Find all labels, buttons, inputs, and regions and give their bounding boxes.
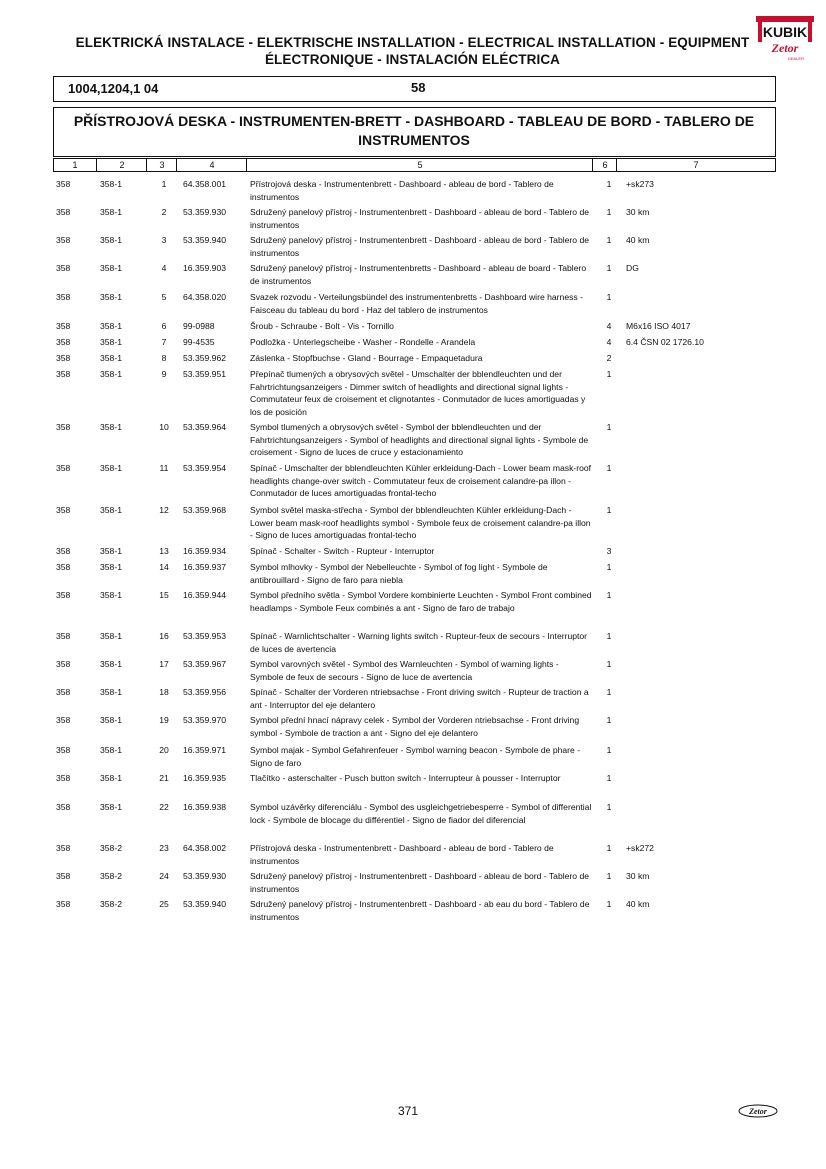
- cell-c5: Přístrojová deska - Instrumentenbrett - Dashboard - ableau de bord - Tablero de instrumentos: [250, 179, 554, 202]
- cell-c3: 18: [159, 687, 169, 697]
- cell-c3: 4: [161, 263, 167, 273]
- cell-c6: 1: [606, 292, 612, 302]
- cell-c2: 358-1: [100, 353, 122, 363]
- cell-c5: Sdružený panelový přístroj - Instrumentenbrett - Dashboard - ab eau du bord - Tablero de instrumentos: [250, 899, 590, 922]
- cell-c6: 1: [606, 773, 612, 783]
- cell-c1: 358: [56, 590, 71, 600]
- cell-c5: Symbol předního světla - Symbol Vordere kombinierte Leuchten - Symbol Front combined headlamps - Symbole Feux combinés a ant - Signo de faro de trabajo: [250, 590, 592, 613]
- dealer-text: DEALER: [787, 56, 805, 61]
- cell-c6: 1: [606, 369, 612, 379]
- cell-c2: 358-1: [100, 562, 122, 572]
- cell-c5: Symbol přední hnací nápravy celek - Symbol der Vorderen ntriebsachse - Front driving symbol - Symbole de traction a ant - Signo del eje delantero: [250, 715, 580, 738]
- cell-c4: 16.359.938: [183, 802, 227, 812]
- cell-c6: 1: [606, 179, 612, 189]
- cell-c1: 358: [56, 292, 71, 302]
- cell-c4: 53.359.953: [183, 631, 227, 641]
- cell-c4: 16.359.934: [183, 546, 227, 556]
- cell-c3: 25: [159, 899, 169, 909]
- cell-c6: 1: [606, 463, 612, 473]
- cell-c1: 358: [56, 505, 71, 515]
- section-header: [53, 107, 776, 157]
- cell-c7: 30 km: [626, 871, 650, 881]
- column-header-row: [53, 158, 776, 172]
- model-info-box: [53, 76, 776, 102]
- cell-c2: 358-1: [100, 590, 122, 600]
- cell-c3: 2: [161, 207, 167, 217]
- cell-c2: 358-1: [100, 687, 122, 697]
- cell-c5: Podložka - Unterlegscheibe - Washer - Rondelle - Arandela: [250, 337, 476, 347]
- cell-c5: Tlačítko - asterschalter - Pusch button switch - Interrupteur à pousser - Interruptor: [250, 773, 561, 783]
- cell-c2: 358-1: [100, 263, 122, 273]
- cell-c4: 53.359.967: [183, 659, 227, 669]
- cell-c2: 358-1: [100, 659, 122, 669]
- cell-c4: 99-4535: [183, 337, 215, 347]
- cell-c6: 2: [606, 353, 612, 363]
- cell-c4: 53.359.954: [183, 463, 227, 473]
- cell-c2: 358-2: [100, 843, 122, 853]
- cell-c4: 53.359.962: [183, 353, 227, 363]
- cell-c5: Symbol varovných světel - Symbol des Warnleuchten - Symbol of warning lights - Symbole de feux de secours - Signo de luce de avertencia: [250, 659, 559, 682]
- cell-c5: Symbol mlhovky - Symbol der Nebelleuchte - Symbol of fog light - Symbole de antibrouillard - Signo de faro para niebla: [250, 562, 548, 585]
- cell-c5: Spínač - Warnlichtschalter - Warning lights switch - Rupteur-feux de secours - Interruptor de luces de avertencia: [250, 631, 588, 654]
- cell-c1: 358: [56, 745, 71, 755]
- zetor-text: Zetor: [771, 41, 799, 55]
- column-header-1: 1: [72, 160, 78, 170]
- cell-c4: 53.359.956: [183, 687, 227, 697]
- cell-c7: DG: [626, 263, 639, 273]
- page-title: [40, 34, 785, 68]
- cell-c1: 358: [56, 715, 71, 725]
- cell-c6: 1: [606, 631, 612, 641]
- cell-c6: 1: [606, 562, 612, 572]
- cell-c1: 358: [56, 687, 71, 697]
- cell-c7: 30 km: [626, 207, 650, 217]
- cell-c1: 358: [56, 337, 71, 347]
- cell-c6: 1: [606, 422, 612, 432]
- cell-c1: 358: [56, 463, 71, 473]
- zetor-footer-logo: [738, 1104, 778, 1118]
- cell-c5: Svazek rozvodu - Verteilungsbündel des instrumentenbretts - Dashboard wire harness - Faisceau du tableau du bord - Haz del tablero de instrumentos: [250, 292, 583, 315]
- cell-c4: 99-0988: [183, 321, 215, 331]
- cell-c6: 1: [606, 802, 612, 812]
- cell-c2: 358-1: [100, 715, 122, 725]
- kubik-zetor-logo: [756, 16, 814, 62]
- cell-c1: 358: [56, 562, 71, 572]
- cell-c2: 358-2: [100, 899, 122, 909]
- cell-c3: 6: [161, 321, 167, 331]
- cell-c3: 16: [159, 631, 169, 641]
- zetor-footer-text: Zetor: [749, 1107, 767, 1116]
- cell-c1: 358: [56, 353, 71, 363]
- cell-c1: 358: [56, 369, 71, 379]
- cell-c2: 358-1: [100, 207, 122, 217]
- cell-c5: Šroub - Schraube - Bolt - Vis - Tornillo: [250, 321, 394, 331]
- cell-c3: 17: [159, 659, 169, 669]
- cell-c1: 358: [56, 546, 71, 556]
- cell-c1: 358: [56, 871, 71, 881]
- cell-c6: 1: [606, 207, 612, 217]
- cell-c2: 358-1: [100, 546, 122, 556]
- column-header-3: 3: [146, 159, 177, 171]
- page-title-line2: ÉLECTRONIQUE - INSTALACIÓN ELÉCTRICA: [264, 52, 561, 67]
- group-number: 58: [411, 80, 426, 95]
- cell-c3: 3: [161, 235, 167, 245]
- cell-c2: 358-1: [100, 802, 122, 812]
- cell-c6: 1: [606, 745, 612, 755]
- cell-c7: 6.4 ČSN 02 1726.10: [626, 337, 704, 347]
- cell-c3: 9: [161, 369, 167, 379]
- cell-c4: 53.359.940: [183, 235, 227, 245]
- cell-c3: 13: [159, 546, 169, 556]
- cell-c1: 358: [56, 207, 71, 217]
- cell-c2: 358-2: [100, 871, 122, 881]
- cell-c3: 8: [161, 353, 167, 363]
- cell-c6: 1: [606, 235, 612, 245]
- cell-c1: 358: [56, 321, 71, 331]
- cell-c4: 53.359.970: [183, 715, 227, 725]
- cell-c6: 1: [606, 687, 612, 697]
- cell-c4: 16.359.971: [183, 745, 227, 755]
- cell-c5: Symbol světel maska-střecha - Symbol der bblendleuchten Kühler erkleidung-Dach - Lower beam mask-roof headlights symbol - Symbole feux de croisement calandre-pa illon - Signo de luces amortiguadas frontal-techo: [250, 505, 591, 540]
- page-title-line1: ELEKTRICKÁ INSTALACE - ELEKTRISCHE INSTALLATION - ELECTRICAL INSTALLATION - EQUIPMENT: [75, 35, 750, 50]
- cell-c3: 11: [159, 463, 169, 473]
- cell-c5: Spínač - Schalter - Switch - Rupteur - Interruptor: [250, 546, 435, 556]
- cell-c3: 5: [161, 292, 167, 302]
- page-number: 371: [398, 1104, 419, 1118]
- cell-c5: Spínač - Schalter der Vorderen ntriebsachse - Front driving switch - Rupteur de traction a ant - Interruptor del eje delantero: [250, 687, 589, 710]
- cell-c2: 358-1: [100, 337, 122, 347]
- cell-c3: 15: [159, 590, 169, 600]
- cell-c6: 3: [606, 546, 612, 556]
- cell-c1: 358: [56, 631, 71, 641]
- cell-c2: 358-1: [100, 463, 122, 473]
- cell-c1: 358: [56, 802, 71, 812]
- cell-c3: 1: [161, 179, 167, 189]
- model-number: 1004,1204,1 04: [68, 81, 159, 96]
- section-title: PŘÍSTROJOVÁ DESKA - INSTRUMENTEN-BRETT - DASHBOARD - TABLEAU DE BORD - TABLERO DE INSTRUMENTOS: [73, 113, 755, 148]
- cell-c2: 358-1: [100, 292, 122, 302]
- cell-c3: 14: [159, 562, 169, 572]
- cell-c5: Přístrojová deska - Instrumentenbrett - Dashboard - ableau de bord - Tablero de instrumentos: [250, 843, 554, 866]
- cell-c6: 1: [606, 843, 612, 853]
- cell-c3: 24: [159, 871, 169, 881]
- cell-c3: 20: [159, 745, 169, 755]
- cell-c5: Přepínač tlumených a obrysových světel - Umschalter der bblendleuchten und der Fahrtrichtungsanzeigers - Dimmer switch of headlights and directional signal lights - Commutateur feux de croisement et clignotantes - Conmutador de luces amortiguadas y los de posición: [250, 369, 586, 417]
- cell-c4: 16.359.903: [183, 263, 227, 273]
- cell-c2: 358-1: [100, 773, 122, 783]
- cell-c4: 64.358.002: [183, 843, 227, 853]
- cell-c1: 358: [56, 773, 71, 783]
- cell-c2: 358-1: [100, 321, 122, 331]
- cell-c5: Zásleпka - Stopfbuchse - Gland - Bourrage - Empaquetadura: [250, 353, 483, 363]
- cell-c5: Symbol majak - Symbol Gefahrenfeuer - Symbol warning beacon - Symbole de phare - Signo de faro: [250, 745, 581, 768]
- cell-c6: 1: [606, 505, 612, 515]
- cell-c4: 64.358.001: [183, 179, 227, 189]
- cell-c6: 1: [606, 715, 612, 725]
- column-header-5: 5: [246, 159, 593, 171]
- cell-c4: 64.358.020: [183, 292, 227, 302]
- cell-c5: Sdružený panelový přístroj - Instrumentenbretts - Dashboard - ableau de board - Tablero de instrumentos: [250, 263, 587, 286]
- cell-c5: Sdružený panelový přístroj - Instrumentenbrett - Dashboard - ableau de bord - Tablero de instrumentos: [250, 207, 590, 230]
- cell-c6: 4: [606, 321, 612, 331]
- cell-c4: 16.359.935: [183, 773, 227, 783]
- cell-c4: 16.359.937: [183, 562, 227, 572]
- cell-c6: 1: [606, 590, 612, 600]
- cell-c3: 19: [159, 715, 169, 725]
- cell-c4: 53.359.930: [183, 871, 227, 881]
- cell-c4: 53.359.951: [183, 369, 227, 379]
- cell-c6: 1: [606, 263, 612, 273]
- cell-c6: 4: [606, 337, 612, 347]
- cell-c2: 358-1: [100, 179, 122, 189]
- cell-c1: 358: [56, 263, 71, 273]
- cell-c7: 40 km: [626, 899, 650, 909]
- cell-c5: Spínač - Umschalter der bblendleuchten Kühler erkleidung-Dach - Lower beam mask-roof headlights change-over switch - Commutateur feux de croisement calandre-pa illon - Conmutador de luces amortiguadas frontal-techo: [250, 463, 592, 498]
- cell-c7: M6x16 ISO 4017: [626, 321, 691, 331]
- cell-c2: 358-1: [100, 422, 122, 432]
- column-header-6: 6: [592, 159, 617, 171]
- cell-c5: Symbol tlumených a obrysových světel - Symbol der bblendleuchten und der Fahrtrichtungsanzeigers - Symbol of headlights and directional signal lights - Symbole de croisement - Signo de luces de cruce y estacionamiento: [250, 422, 589, 457]
- cell-c3: 12: [159, 505, 169, 515]
- cell-c6: 1: [606, 871, 612, 881]
- cell-c2: 358-1: [100, 745, 122, 755]
- cell-c7: +sk272: [626, 843, 654, 853]
- cell-c1: 358: [56, 843, 71, 853]
- cell-c2: 358-1: [100, 631, 122, 641]
- cell-c3: 7: [161, 337, 167, 347]
- column-header-4: 4: [176, 159, 247, 171]
- cell-c2: 358-1: [100, 235, 122, 245]
- cell-c1: 358: [56, 422, 71, 432]
- cell-c1: 358: [56, 179, 71, 189]
- cell-c2: 358-1: [100, 505, 122, 515]
- cell-c3: 22: [159, 802, 169, 812]
- cell-c3: 10: [159, 422, 169, 432]
- cell-c5: Sdružený panelový přístroj - Instrumentenbrett - Dashboard - ableau de bord - Tablero de instrumentos: [250, 235, 590, 258]
- cell-c4: 53.359.964: [183, 422, 227, 432]
- column-header-2: 2: [96, 159, 147, 171]
- cell-c1: 358: [56, 659, 71, 669]
- cell-c1: 358: [56, 899, 71, 909]
- cell-c6: 1: [606, 659, 612, 669]
- cell-c6: 1: [606, 899, 612, 909]
- cell-c5: Sdružený panelový přístroj - Instrumentenbrett - Dashboard - ableau de bord - Tablero de instrumentos: [250, 871, 590, 894]
- cell-c4: 16.359.944: [183, 590, 227, 600]
- cell-c5: Symbol uzávěrky diferenciálu - Symbol des usgleichgetriebesperre - Symbol of differential lock - Symbole de blocage du différentiel - Signo de fiador del diferencial: [250, 802, 592, 825]
- cell-c4: 53.359.940: [183, 899, 227, 909]
- cell-c3: 21: [159, 773, 169, 783]
- cell-c7: 40 km: [626, 235, 650, 245]
- cell-c4: 53.359.930: [183, 207, 227, 217]
- kubik-text: KUBIK: [762, 24, 808, 40]
- column-header-7: 7: [616, 159, 775, 171]
- cell-c1: 358: [56, 235, 71, 245]
- cell-c2: 358-1: [100, 369, 122, 379]
- cell-c7: +sk273: [626, 179, 654, 189]
- cell-c4: 53.359.968: [183, 505, 227, 515]
- cell-c3: 23: [159, 843, 169, 853]
